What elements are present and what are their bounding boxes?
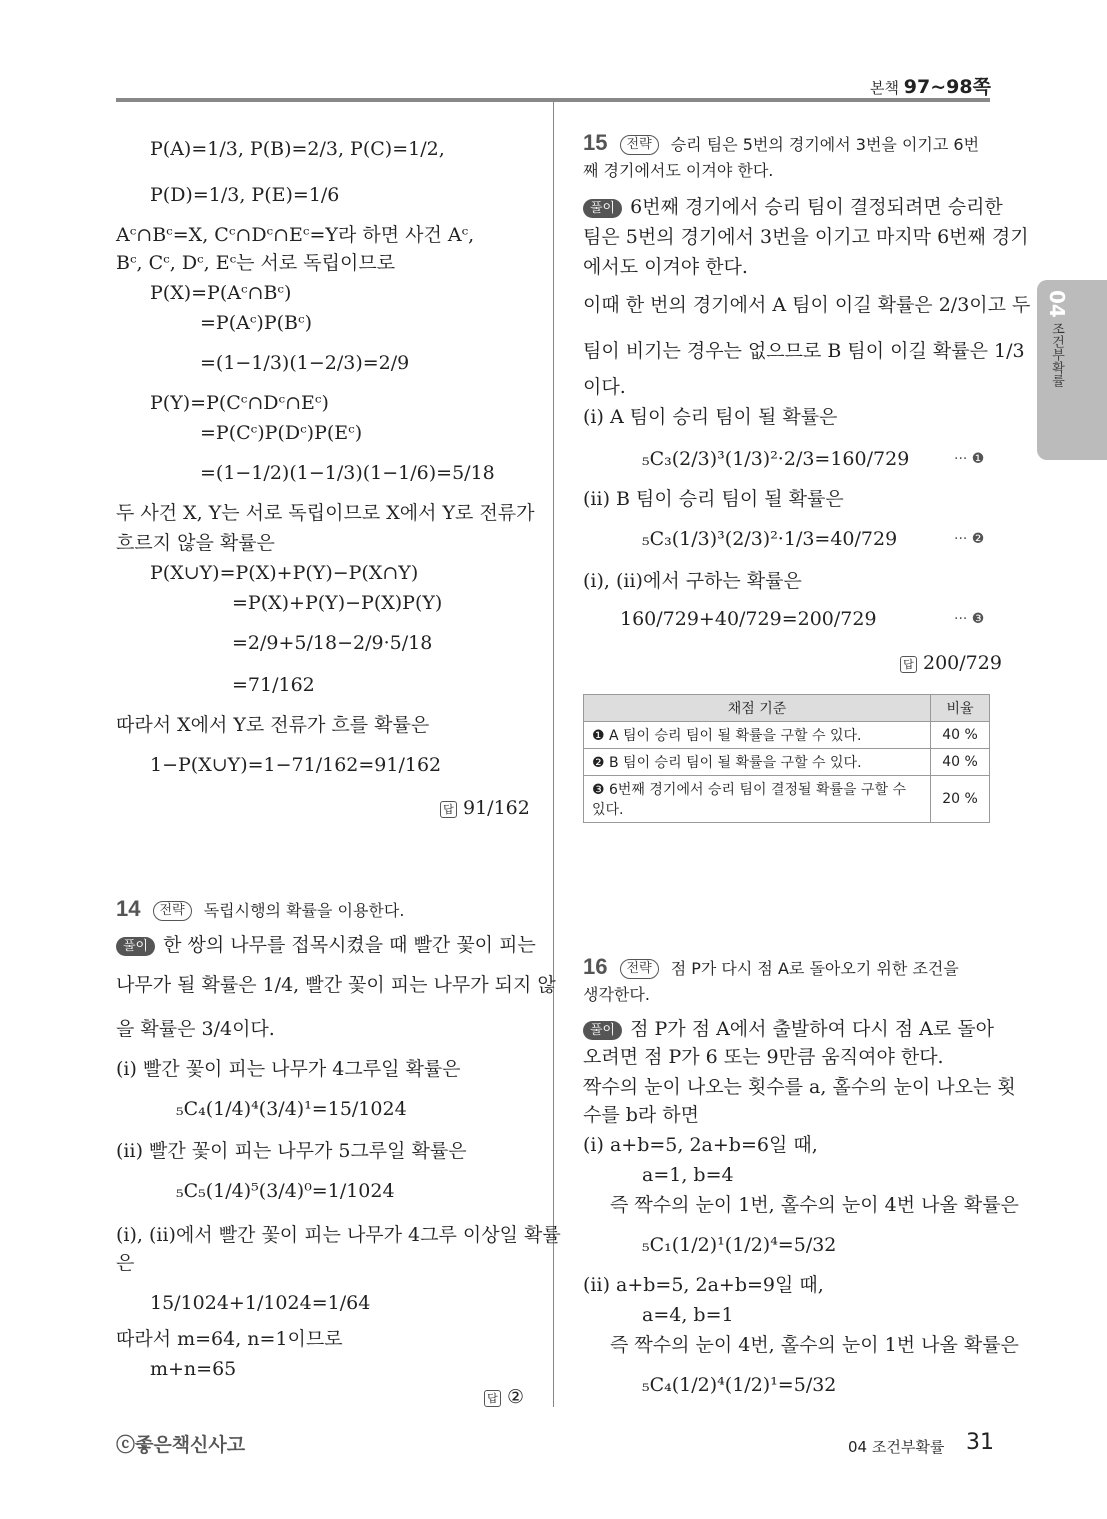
left-line-15: =2/9+5/18−2/9·5/18 [232,632,433,654]
q16-strategy-tag: 전략 [620,959,659,979]
q16-line-1 [583,1016,994,1042]
answer-icon: 답 [900,656,917,673]
q15-line-10: ₅C₃(1/3)³(2/3)²·1/3=40/729 [642,528,898,550]
left-line-16: =71/162 [232,674,315,696]
left-line-14: =P(X)+P(Y)−P(X)P(Y) [232,592,443,614]
left-line-5: P(X)=P(Aᶜ∩Bᶜ) [150,282,292,304]
q15-strategy-1: 승리 팀은 5번의 경기에서 3번을 이기고 6번 [670,135,980,154]
q16-line-12: ₅C₄(1/2)⁴(1/2)¹=5/32 [642,1374,837,1396]
left-line-17: 따라서 X에서 Y로 전류가 흐를 확률은 [116,714,430,736]
q15-strategy-2: 째 경기에서도 이겨야 한다. [583,161,774,180]
left-line-11: 두 사건 X, Y는 서로 독립이므로 X에서 Y로 전류가 [116,502,535,524]
q16-line-7: 즉 짝수의 눈이 1번, 홀수의 눈이 4번 나올 확률은 [610,1194,1019,1216]
left-line-3: Aᶜ∩Bᶜ=X, Cᶜ∩Dᶜ∩Eᶜ=Y라 하면 사건 Aᶜ, [116,224,475,246]
ratio-cell: 40 % [931,749,990,776]
q15-line-7: (ⅰ) A 팀이 승리 팀이 될 확률은 [583,406,838,428]
q14-answer [484,1384,524,1410]
criteria-cell: ❸ 6번째 경기에서 승리 팀이 결정될 확률을 구할 수 있다. [584,776,931,823]
q16-line-2: 오려면 점 P가 6 또는 9만큼 움직여야 한다. [583,1046,944,1068]
q16-number: 16 [583,954,608,979]
q15-answer [900,650,1002,676]
q15-line-5: 팀이 비기는 경우는 없으므로 B 팀이 이길 확률은 1/3 [583,340,1025,362]
q14-line-12: m+n=65 [150,1358,237,1380]
side-tab [1037,280,1107,460]
q15-heading [583,130,979,158]
header-pages: 97~98쪽 [903,76,991,98]
q16-strategy-1: 점 P가 다시 점 A로 돌아오기 위한 조건을 [670,959,959,978]
column-divider [553,102,554,1407]
q15-line-12: 160/729+40/729=200/729 [620,608,877,630]
q14-line-5: ₅C₄(1/4)⁴(3/4)¹=15/1024 [176,1098,407,1120]
q15-text-1: 6번째 경기에서 승리 팀이 결정되려면 승리한 [630,196,1003,218]
side-tab-title: 조건부확률 [1049,322,1064,387]
table-header [584,695,990,722]
left-line-9: =P(Cᶜ)P(Dᶜ)P(Eᶜ) [200,422,363,444]
footer-publisher: ⓒ좋은책신사고 [116,1434,246,1456]
q14-line-8: (ⅰ), (ⅱ)에서 빨간 꽃이 피는 나무가 4그루 이상일 확률 [116,1224,561,1246]
page-number: 31 [966,1430,994,1455]
q15-mark-2: ··· ❷ [954,531,985,547]
header-label: 본책 [870,79,899,97]
q15-line-9: (ⅱ) B 팀이 승리 팀이 될 확률은 [583,488,844,510]
q14-line-2: 나무가 될 확률은 1/4, 빨간 꽃이 피는 나무가 되지 않 [116,974,556,996]
left-line-8: P(Y)=P(Cᶜ∩Dᶜ∩Eᶜ) [150,392,329,414]
q14-strategy-tag: 전략 [153,901,192,921]
q16-text-1: 점 P가 점 A에서 출발하여 다시 점 A로 돌아 [630,1018,994,1040]
table-row [584,749,990,776]
q16-line-6: a=1, b=4 [642,1164,734,1186]
q15-line-2: 팀은 5번의 경기에서 3번을 이기고 마지막 6번째 경기 [583,226,1029,248]
q15-mark-3: ··· ❸ [954,611,985,627]
q14-line-3: 을 확률은 3/4이다. [116,1018,275,1040]
page-header [870,72,991,99]
q16-line-5: (ⅰ) a+b=5, 2a+b=6일 때, [583,1134,818,1156]
q14-line-4: (ⅰ) 빨간 꽃이 피는 나무가 4그루일 확률은 [116,1058,461,1080]
q16-line-8: ₅C₁(1/2)¹(1/2)⁴=5/32 [642,1234,837,1256]
q15-mark-1: ··· ❶ [954,451,985,467]
q14-heading [116,896,404,924]
left-line-18: 1−P(X∪Y)=1−71/162=91/162 [150,754,442,776]
answer-icon: 답 [440,801,457,818]
q14-line-1 [116,932,536,958]
header-ratio: 비율 [931,695,990,722]
q15-solution-tag: 풀이 [583,199,622,218]
criteria-cell: ❶ A 팀이 승리 팀이 될 확률을 구할 수 있다. [584,722,931,749]
ratio-cell: 40 % [931,722,990,749]
answer-value: ② [507,1386,525,1408]
header-criteria: 채점 기준 [584,695,931,722]
q16-heading [583,954,959,982]
left-answer [440,795,530,821]
side-tab-number: 04 [1045,290,1069,318]
criteria-cell: ❷ B 팀이 승리 팀이 될 확률을 구할 수 있다. [584,749,931,776]
q16-strategy-2: 생각한다. [583,985,650,1004]
q14-line-11: 따라서 m=64, n=1이므로 [116,1328,343,1350]
q14-line-9: 은 [116,1252,135,1274]
q14-strategy: 독립시행의 확률을 이용한다. [203,901,405,920]
q15-line-3: 에서도 이겨야 한다. [583,256,748,278]
q14-line-7: ₅C₅(1/4)⁵(3/4)⁰=1/1024 [176,1180,395,1202]
table-row [584,776,990,823]
q16-line-3: 짝수의 눈이 나오는 횟수를 a, 홀수의 눈이 나오는 횟 [583,1076,1016,1098]
scoring-table [583,694,990,823]
left-line-1: P(A)=1/3, P(B)=2/3, P(C)=1/2, [150,138,445,160]
q15-line-6: 이다. [583,376,626,398]
left-line-4: Bᶜ, Cᶜ, Dᶜ, Eᶜ는 서로 독립이므로 [116,252,396,274]
q16-line-11: 즉 짝수의 눈이 4번, 홀수의 눈이 1번 나올 확률은 [610,1334,1019,1356]
answer-value: 91/162 [463,797,530,819]
q14-line-10: 15/1024+1/1024=1/64 [150,1292,371,1314]
q14-line-6: (ⅱ) 빨간 꽃이 피는 나무가 5그루일 확률은 [116,1140,467,1162]
left-line-7: =(1−1/3)(1−2/3)=2/9 [200,352,410,374]
q15-line-11: (ⅰ), (ⅱ)에서 구하는 확률은 [583,570,802,592]
q16-line-9: (ⅱ) a+b=5, 2a+b=9일 때, [583,1274,824,1296]
q14-number: 14 [116,896,141,921]
left-line-12: 흐르지 않을 확률은 [116,532,275,554]
table-row [584,722,990,749]
left-line-13: P(X∪Y)=P(X)+P(Y)−P(X∩Y) [150,562,419,584]
q15-line-4: 이때 한 번의 경기에서 A 팀이 이길 확률은 2/3이고 두 [583,294,1031,316]
q16-solution-tag: 풀이 [583,1021,622,1040]
q15-line-1 [583,194,1003,220]
q15-line-8: ₅C₃(2/3)³(1/3)²·2/3=160/729 [642,448,910,470]
q16-line-10: a=4, b=1 [642,1304,734,1326]
left-line-2: P(D)=1/3, P(E)=1/6 [150,184,340,206]
answer-value: 200/729 [923,652,1002,674]
q14-solution-tag: 풀이 [116,937,155,956]
q15-number: 15 [583,130,608,155]
left-line-6: =P(Aᶜ)P(Bᶜ) [200,312,312,334]
q14-text-1: 한 쌍의 나무를 접목시켰을 때 빨간 꽃이 피는 [163,934,536,956]
q15-strategy-tag: 전략 [620,135,659,155]
answer-icon: 답 [484,1390,501,1407]
ratio-cell: 20 % [931,776,990,823]
q16-line-4: 수를 b라 하면 [583,1104,700,1126]
footer-chapter: 04 조건부확률 [848,1438,945,1456]
left-line-10: =(1−1/2)(1−1/3)(1−1/6)=5/18 [200,462,495,484]
